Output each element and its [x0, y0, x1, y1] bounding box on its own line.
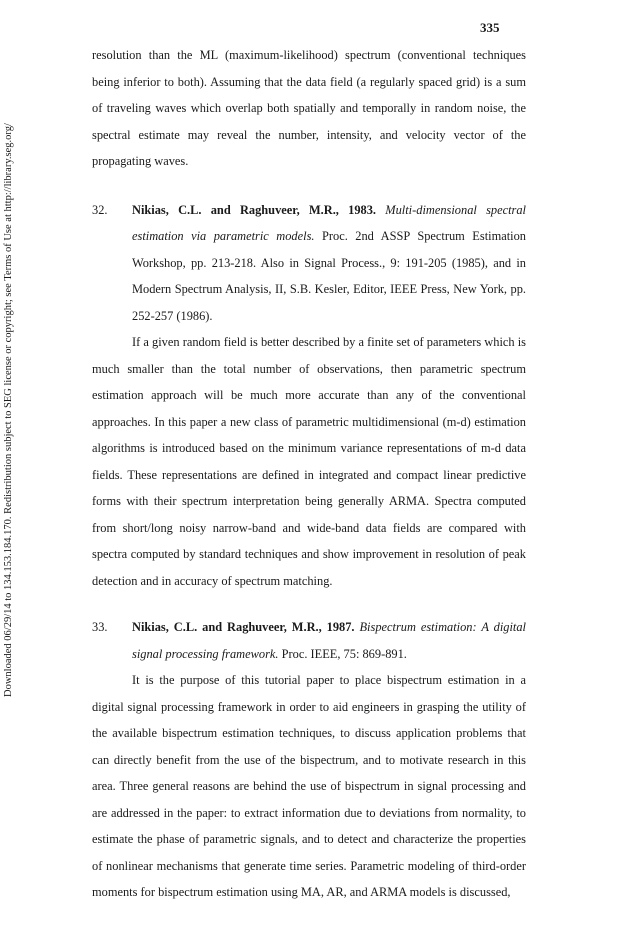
download-notice	[2, 120, 15, 700]
reference-entry-32	[92, 197, 526, 595]
download-notice-text: Downloaded 06/29/14 to 134.153.184.170. Redistribution subject to SEG license or copyright; see Terms of Use at http://library.seg.org/	[3, 123, 14, 697]
reference-title: Bispectrum estimation: A digital signal processing framework.	[132, 620, 526, 661]
reference-abstract: It is the purpose of this tutorial paper to place bispectrum estimation in a digital signal processing framework in order to aid engineers in grasping the utility of the available bispectrum estimation techniques, to discuss application problems that can directly benefit from the use of the bispectrum, and to motivate research in this area. Three general reasons are behind the use of bispectrum in signal processing and are addressed in the paper: to extract information due to deviations from normality, to estimate the phase of parametric signals, and to detect and characterize the properties of nonlinear mechanisms that generate time series. Parametric modeling of third-order moments for bispectrum estimation using MA, AR, and ARMA models is discussed,	[92, 673, 526, 899]
reference-authors: Nikias, C.L. and Raghuveer, M.R., 1987.	[132, 620, 355, 634]
reference-citation	[92, 614, 526, 667]
reference-citation	[92, 197, 526, 330]
intro-paragraph: resolution than the ML (maximum-likelihood) spectrum (conventional techniques being inferior to both). Assuming that the data field (a regularly spaced grid) is a sum of traveling waves which overlap both spatially and temporally in random noise, the spectral estimate may reveal the number, intensity, and velocity vector of the propagating waves.	[92, 48, 526, 168]
page-body	[92, 42, 526, 926]
reference-abstract: If a given random field is better described by a finite set of parameters which is much smaller than the total number of observations, then parametric spectrum estimation approach will be much more accurate than any of the conventional approaches. In this paper a new class of parametric multidimensional (m-d) estimation algorithms is introduced based on the minimum variance representations of m-d data fields. These representations are defined in integrated and compact linear predictive forms with their spectrum interpretation being generally ARMA. Spectra computed from short/long noisy narrow-band and wide-band data fields are compared with spectra computed by standard techniques and show improvement in resolution of peak detection and in accuracy of spectrum matching.	[92, 335, 526, 588]
reference-entry-33	[92, 614, 526, 906]
reference-title: Multi-dimensional spectral estimation via parametric models.	[132, 202, 526, 243]
reference-source: Proc. 2nd ASSP Spectrum Estimation Workshop, pp. 213-218. Also in Signal Process., 9: 191-205 (1985), and in Modern Spectrum Analysis, II, S.B. Kesler, Editor, IEEE Press, New York, pp. 252-257 (1986).	[132, 229, 526, 323]
page-number: 335	[480, 20, 500, 35]
reference-number: 32.	[92, 202, 108, 217]
reference-authors: Nikias, C.L. and Raghuveer, M.R., 1983.	[132, 202, 377, 217]
reference-number: 33.	[92, 620, 108, 634]
reference-source: Proc. IEEE, 75: 869-891.	[281, 646, 407, 661]
